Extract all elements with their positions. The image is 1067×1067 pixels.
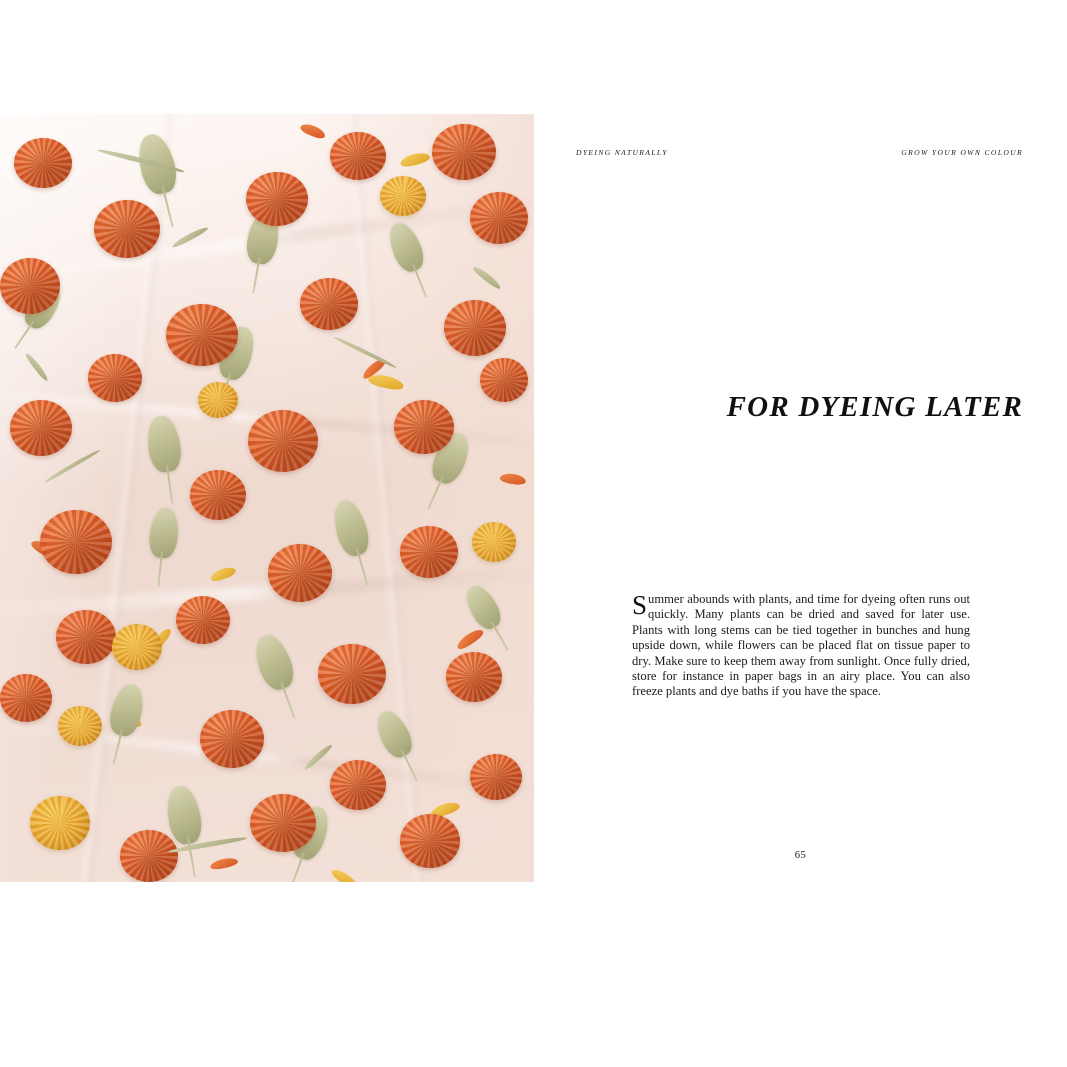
dried-marigold-bloom-yellow — [30, 796, 90, 850]
dried-marigold-bloom — [330, 132, 386, 180]
dried-bud — [249, 630, 298, 694]
dried-bud — [144, 414, 183, 474]
loose-petal — [399, 151, 431, 169]
dried-marigold-bloom — [120, 830, 178, 882]
dried-marigold-bloom — [200, 710, 264, 768]
loose-petal — [209, 565, 237, 583]
dried-marigold-bloom — [56, 610, 116, 664]
loose-petal — [499, 472, 526, 486]
body-text: ummer abounds with plants, and time for dyeing often runs out quickly. Many plants can be dried and saved for later use. Plants with long stems can be tied together in bunches and hung upside down, while flowers can be placed flat on tissue paper to dry. Make sure to keep them away from sunlight. Once fully dried, store for instance in paper bags in an airy place. You can also freeze plants and dye baths if you have the space. — [632, 592, 970, 699]
chapter-title: FOR DYEING LATER — [726, 391, 1023, 424]
body-paragraph — [632, 592, 970, 700]
dried-marigold-bloom — [318, 644, 386, 704]
loose-petal — [330, 866, 360, 882]
dried-marigold-bloom — [176, 596, 230, 644]
dried-marigold-bloom — [400, 814, 460, 868]
loose-petal — [299, 121, 327, 140]
running-heads — [576, 148, 1023, 157]
running-head-right: GROW YOUR OWN COLOUR — [901, 148, 1023, 157]
dried-marigold-bloom — [432, 124, 496, 180]
dried-marigold-bloom-yellow — [198, 382, 238, 418]
drop-cap: S — [632, 590, 648, 620]
running-head-left: DYEING NATURALLY — [576, 148, 668, 157]
dried-marigold-bloom — [300, 278, 358, 330]
dried-marigold-bloom — [330, 760, 386, 810]
dried-marigold-bloom — [446, 652, 502, 702]
dried-marigold-bloom — [14, 138, 72, 188]
dried-marigold-bloom — [248, 410, 318, 472]
dried-marigold-bloom — [268, 544, 332, 602]
dried-marigold-bloom — [470, 754, 522, 800]
loose-petal — [455, 626, 485, 651]
page-number: 65 — [794, 850, 807, 861]
dried-bud — [147, 507, 180, 560]
dried-marigold-bloom-yellow — [380, 176, 426, 216]
dried-marigold-bloom — [246, 172, 308, 226]
dried-marigold-bloom — [94, 200, 160, 258]
dried-marigold-bloom-yellow — [58, 706, 102, 746]
dried-marigold-bloom — [88, 354, 142, 402]
text-page — [534, 114, 1067, 882]
dried-marigold-bloom — [166, 304, 238, 366]
photo-page — [0, 114, 534, 882]
dried-marigold-bloom — [190, 470, 246, 520]
dried-marigold-bloom-yellow — [472, 522, 516, 562]
loose-petal — [24, 352, 50, 382]
dried-marigold-bloom — [400, 526, 458, 578]
dried-marigold-bloom — [394, 400, 454, 454]
loose-petal — [471, 264, 502, 290]
body-text-block — [632, 592, 970, 700]
dried-bud — [329, 497, 373, 559]
dried-marigold-bloom — [444, 300, 506, 356]
dried-marigold-bloom — [40, 510, 112, 574]
dried-marigold-bloom-yellow — [112, 624, 162, 670]
dried-bud — [460, 581, 506, 634]
dried-marigold-bloom — [250, 794, 316, 852]
dried-marigold-bloom — [0, 674, 52, 722]
dried-marigold-bloom — [480, 358, 528, 402]
marigold-photograph — [0, 114, 534, 882]
dried-marigold-bloom — [10, 400, 72, 456]
loose-petal — [209, 856, 238, 871]
dried-marigold-bloom — [0, 258, 60, 314]
dried-marigold-bloom — [470, 192, 528, 244]
